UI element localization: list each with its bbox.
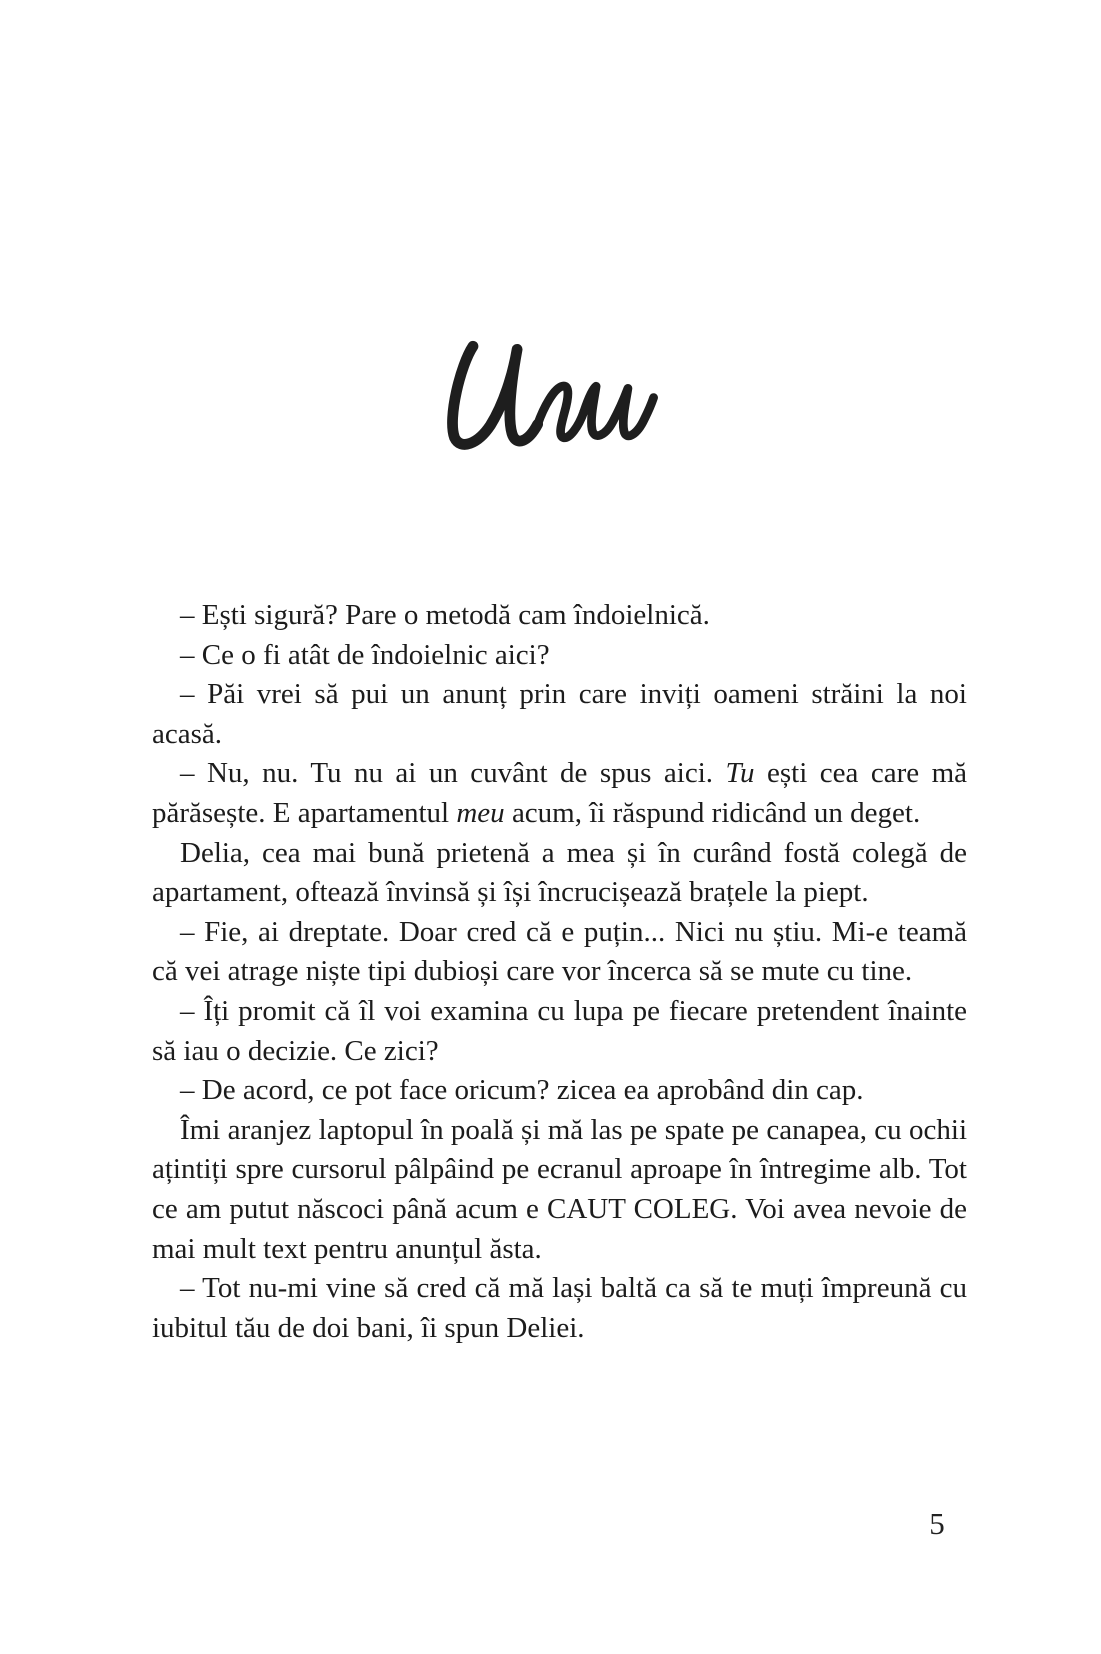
text-segment: – Ești sigură? Pare o metodă cam îndoielnică.: [180, 599, 710, 631]
text-segment: – Îți promit că îl voi examina cu lupa pe fiecare pretendent înainte să iau o decizie. Ce zici?: [152, 994, 967, 1067]
italic-text-segment: Tu: [725, 757, 755, 790]
page-number: 5: [929, 1506, 945, 1541]
paragraph: [152, 834, 967, 913]
text-segment: Delia, cea mai bună prietenă a mea și în curând fostă colegă de apartament, oftează învinsă și își încrucișează brațele la piept.: [152, 836, 967, 909]
paragraph: [152, 636, 967, 676]
paragraph: [152, 992, 967, 1071]
text-segment: – Păi vrei să pui un anunț prin care inviți oameni străini la noi acasă.: [152, 678, 967, 750]
paragraph: [152, 675, 967, 754]
paragraph: [152, 596, 967, 636]
text-segment: – Tot nu-mi vine să cred că mă lași baltă ca să te muți împreună cu iubitul tău de doi bani, îi spun Deliei.: [152, 1272, 967, 1344]
italic-text-segment: meu: [456, 796, 505, 829]
paragraph: [152, 1269, 967, 1348]
body-text: [152, 596, 967, 1348]
paragraph: [152, 913, 967, 992]
text-segment: – Ce o fi atât de îndoielnic aici?: [180, 638, 550, 671]
text-segment: – Nu, nu. Tu nu ai un cuvânt de spus aici.: [180, 757, 726, 790]
text-segment: – De acord, ce pot face oricum? zicea ea aprobând din cap.: [180, 1074, 864, 1107]
text-segment: Îmi aranjez laptopul în poală și mă las pe spate pe canapea, cu ochii ațintiți spre cursorul pâlpâind pe ecranul aproape în întregime alb. Tot ce am putut născoci până acum e CAUT COLEG. Voi avea nevoie de mai mult text pentru anunțul ăsta.: [152, 1113, 967, 1265]
paragraph: [152, 754, 967, 833]
text-segment: – Fie, ai dreptate. Doar cred că e puțin... Nici nu știu. Mi-e teamă că vei atrage niște tipi dubioși care vor încerca să se mute cu tine.: [152, 915, 967, 988]
chapter-title: [442, 336, 662, 454]
paragraph: [152, 1111, 967, 1269]
paragraph: [152, 1071, 967, 1111]
text-segment: acum, îi răspund ridicând un deget.: [504, 796, 921, 829]
text-segment: ești cea care mă părăsește. E apartamentul: [152, 757, 967, 829]
chapter-title-script-icon: [442, 336, 662, 454]
